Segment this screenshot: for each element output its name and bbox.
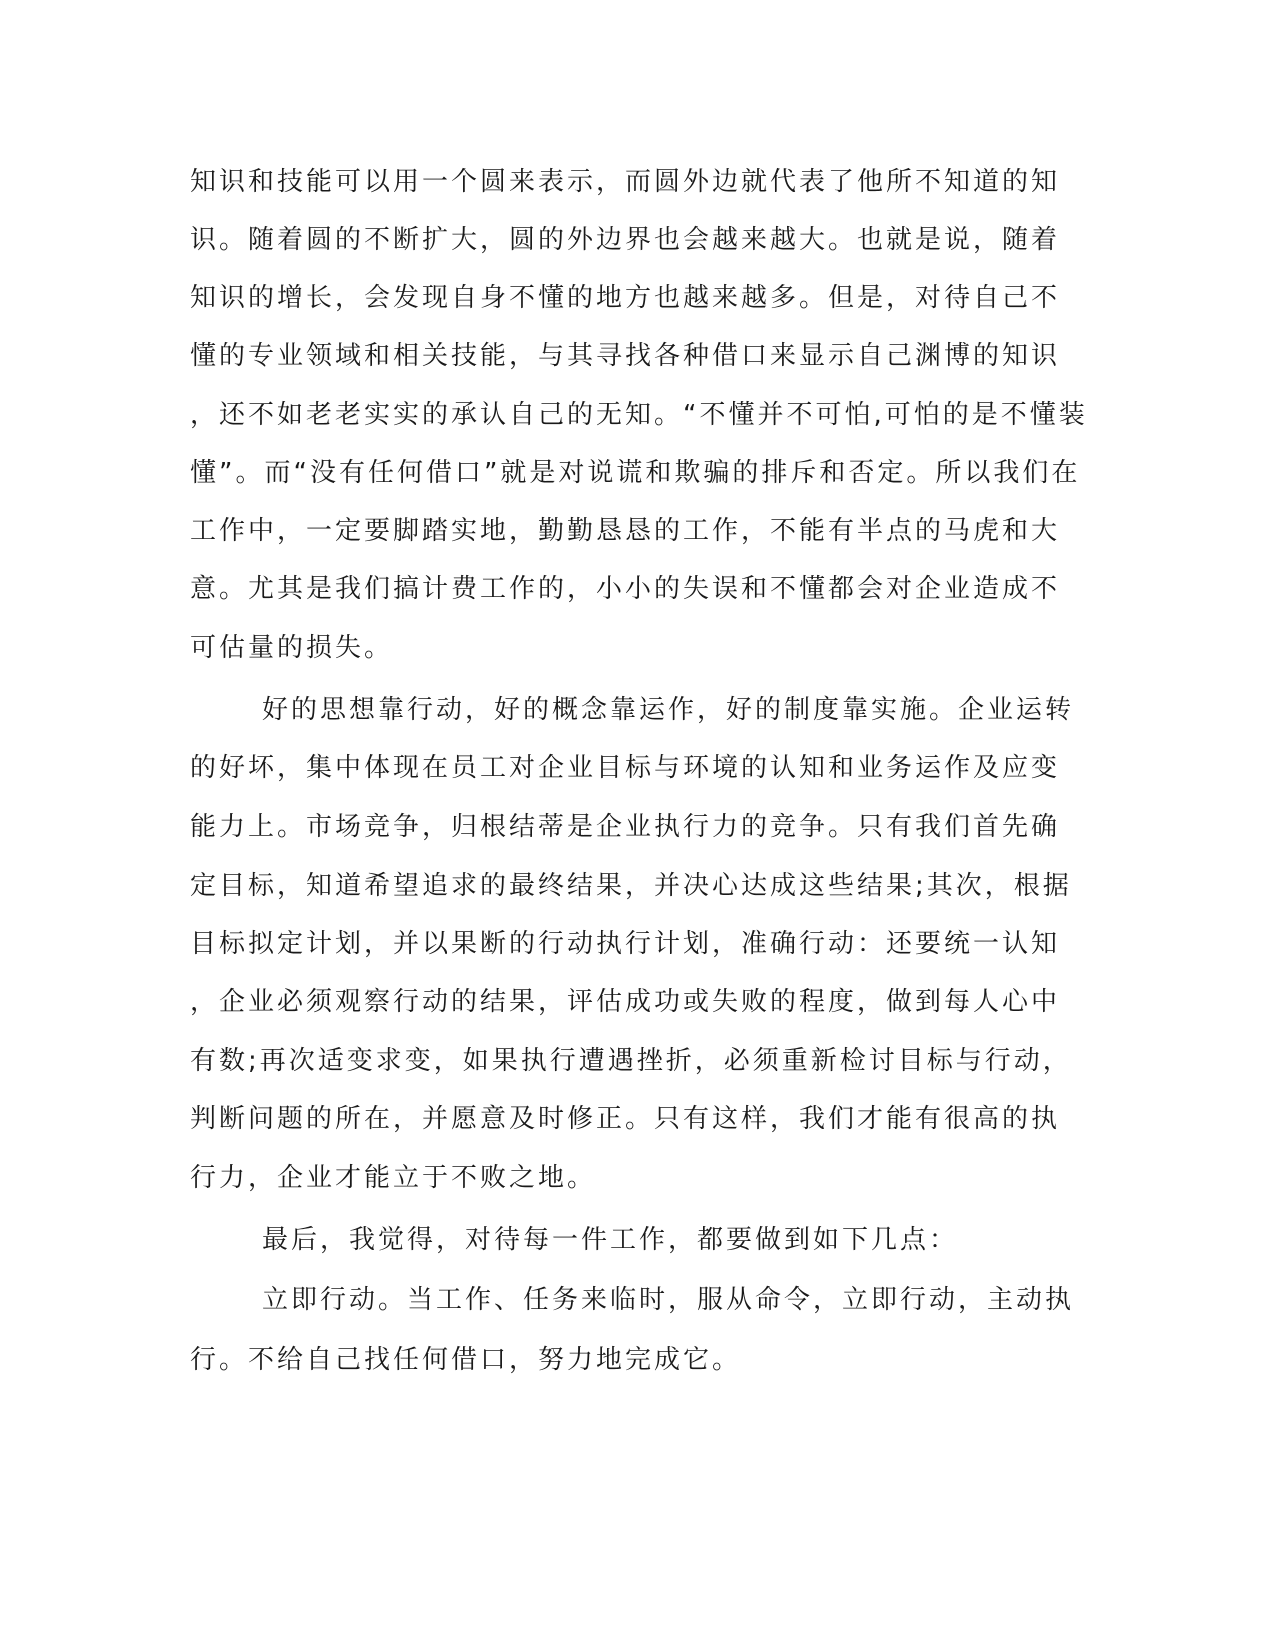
text-line: 懂的专业领域和相关技能，与其寻找各种借口来显示自己渊博的知识 <box>190 341 1061 371</box>
text-line: ，企业必须观察行动的结果，评估成功或失败的程度，做到每人心中 <box>190 987 1061 1017</box>
text-line: 知识的增长，会发现自身不懂的地方也越来越多。但是，对待自己不 <box>190 283 1061 313</box>
paragraph-start-line: 最后，我觉得，对待每一件工作，都要做到如下几点： <box>262 1225 959 1255</box>
text-line: 可估量的损失。 <box>190 633 394 663</box>
text-line: 有数;再次适变求变，如果执行遭遇挫折，必须重新检讨目标与行动， <box>190 1046 1072 1076</box>
text-line: 知识和技能可以用一个圆来表示，而圆外边就代表了他所不知道的知 <box>190 167 1061 197</box>
paragraph-start-line: 立即行动。当工作、任务来临时，服从命令，立即行动，主动执 <box>262 1285 1075 1315</box>
text-line: 判断问题的所在，并愿意及时修正。只有这样，我们才能有很高的执 <box>190 1104 1061 1134</box>
text-line: 定目标，知道希望追求的最终结果，并决心达成这些结果;其次，根据 <box>190 871 1072 901</box>
text-line: 能力上。市场竞争，归根结蒂是企业执行力的竞争。只有我们首先确 <box>190 812 1061 842</box>
text-line: 意。尤其是我们搞计费工作的，小小的失误和不懂都会对企业造成不 <box>190 574 1061 604</box>
text-line: 行。不给自己找任何借口，努力地完成它。 <box>190 1345 742 1375</box>
text-line: ，还不如老老实实的承认自己的无知。“不懂并不可怕,可怕的是不懂装 <box>190 400 1088 430</box>
text-line: 的好坏，集中体现在员工对企业目标与环境的认知和业务运作及应变 <box>190 753 1061 783</box>
text-line: 懂”。而“没有任何借口”就是对说谎和欺骗的排斥和否定。所以我们在 <box>190 458 1081 488</box>
text-line: 识。随着圆的不断扩大，圆的外边界也会越来越大。也就是说，随着 <box>190 225 1061 255</box>
text-line: 行力，企业才能立于不败之地。 <box>190 1163 597 1193</box>
paragraph-start-line: 好的思想靠行动，好的概念靠运作，好的制度靠实施。企业运转 <box>262 695 1075 725</box>
text-line: 工作中，一定要脚踏实地，勤勤恳恳的工作，不能有半点的马虎和大 <box>190 516 1061 546</box>
text-line: 目标拟定计划，并以果断的行动执行计划，准确行动：还要统一认知 <box>190 929 1061 959</box>
